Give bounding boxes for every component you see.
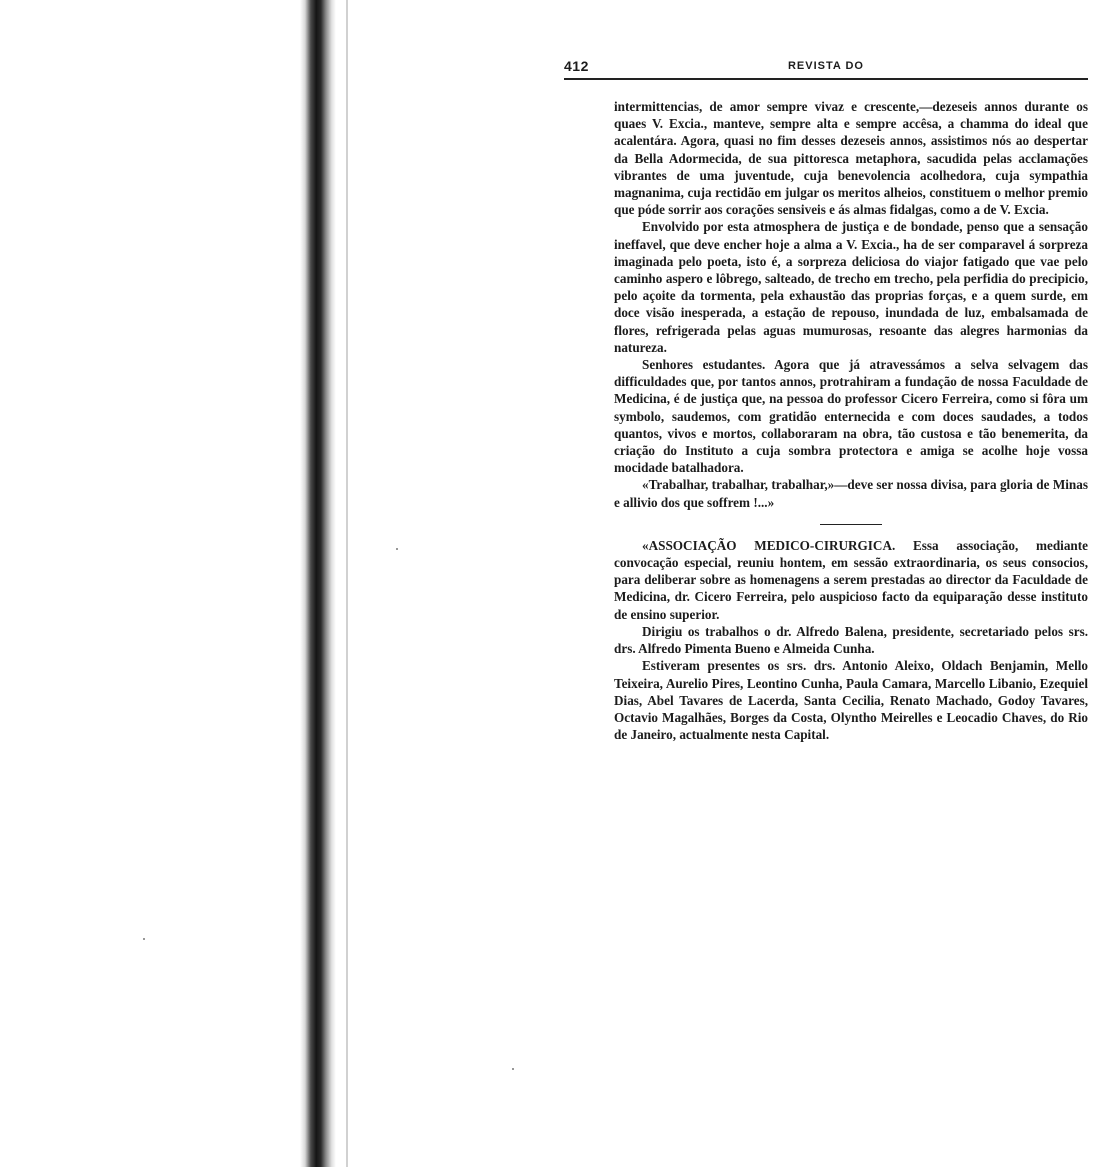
paragraph: intermittencias, de amor sempre vivaz e crescente,—dezeseis annos durante os quaes V. Excia., manteve, sempre alta e sempre accêsa, a chamma do ideal que acalentára. Agora, quasi no fim desses dezeseis annos, assistimos nós ao despertar da Bella Adormecida, de sua pittoresca metaphora, sacudida pelas acclamações vibrantes de uma juventude, cuja benevolencia acolhedora, cuja sympathia magnanima, cuja rectidão em julgar os meritos alheios, constituem o melhor premio que póde sorrir aos corações sensiveis e ás almas fidalgas, como a de V. Excia.	[614, 99, 1088, 218]
scan-speck	[512, 1068, 514, 1070]
paragraph: «ASSOCIAÇÃO MEDICO-CIRURGICA. Essa associação, mediante convocação especial, reuniu hontem, em sessão extraordinaria, os seus consocios, para deliberar sobre as homenagens a serem prestadas ao director da Faculdade de Medicina, dr. Cicero Ferreira, pelo auspicioso facto da equiparação desse instituto de ensino superior.	[614, 537, 1088, 622]
paragraph: Senhores estudantes. Agora que já atravessámos a selva selvagem das difficuldades que, por tantos annos, protrahiram a fundação de nossa Faculdade de Medicina, é de justiça que, na pessoa do professor Cicero Ferreira, como si fôra um symbolo, saudemos, com gratidão enternecida e com doces saudades, a todos quantos, vivos e mortos, collaboraram na obra, tão custosa e tão benemerita, da criação do Instituto a cuja sombra protectora e amiga se acolhe hoje vossa mocidade batalhadora.	[614, 357, 1088, 476]
book-gutter-line	[346, 0, 348, 1167]
page-number: 412	[564, 58, 589, 74]
book-gutter-shadow	[300, 0, 336, 1167]
book-page	[564, 56, 1088, 743]
scan-speck	[143, 938, 145, 940]
scan-speck	[396, 548, 398, 550]
paragraph: Dirigiu os trabalhos o dr. Alfredo Balena, presidente, secretariado pelos srs. drs. Alfredo Pimenta Bueno e Almeida Cunha.	[614, 623, 1088, 657]
page-body	[564, 98, 1088, 743]
page-header	[564, 56, 1088, 80]
running-head: REVISTA DO	[787, 60, 864, 72]
paragraph: Envolvido por esta atmosphera de justiça e de bondade, penso que a sensação ineffavel, que deve encher hoje a alma a V. Excia., ha de ser comparavel á sorpreza imaginada pelo poeta, isto é, a sorpreza deliciosa do viajor fatigado que vae pelo caminho aspero e lôbrego, salteado, de trecho em trecho, pela perfidia do precipicio, pelo açoite da tormenta, pela exhaustão das proprias forças, e a quem surde, em doce visão inesperada, a estação de repouso, inundada de luz, embalsamada de flores, refrigerada pelas aguas mumurosas, resoante das alegres harmonias da natureza.	[614, 219, 1088, 355]
paragraph: Estiveram presentes os srs. drs. Antonio Aleixo, Oldach Benjamin, Mello Teixeira, Aurelio Pires, Leontino Cunha, Paula Camara, Marcello Libanio, Ezequiel Dias, Abel Tavares de Lacerda, Santa Cecilia, Renato Machado, Godoy Tavares, Octavio Magalhães, Borges da Costa, Olyntho Meirelles e Leocadio Chaves, do Rio de Janeiro, actualmente nesta Capital.	[614, 658, 1088, 743]
section-divider	[820, 524, 882, 525]
paragraph: «Trabalhar, trabalhar, trabalhar,»—deve ser nossa divisa, para gloria de Minas e allivio dos que soffrem !...»	[614, 477, 1088, 510]
